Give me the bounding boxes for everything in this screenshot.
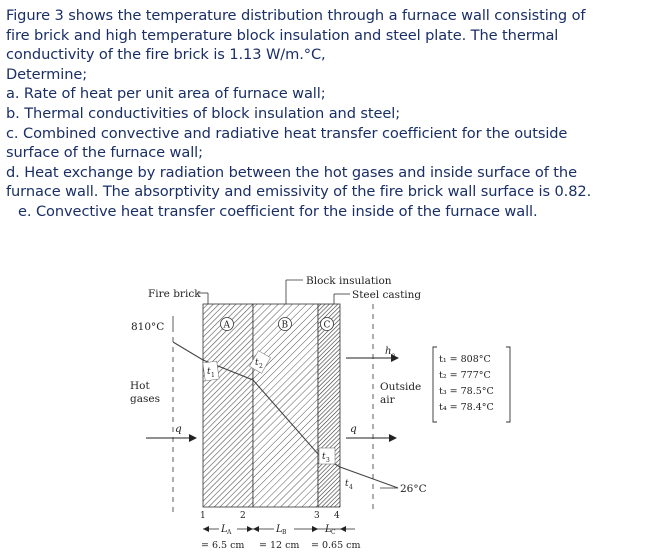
furnace-wall-figure: [108, 262, 528, 555]
legend-right-bracket: [506, 347, 510, 422]
ho-label: h: [385, 346, 392, 357]
problem-line-4: Determine;: [6, 65, 88, 83]
problem-statement: [6, 6, 646, 222]
node-1-label: 1: [200, 511, 206, 521]
t3-label: t: [322, 452, 326, 462]
outside-air-label-line2: air: [380, 394, 395, 406]
block-insulation-layer: [253, 304, 318, 507]
hot-gases-label-line2: gases: [130, 393, 160, 405]
problem-line-2: fire brick and high temperature block insulation and steel plate. The thermal: [6, 26, 559, 44]
legend-t4: t₄ = 78.4°C: [439, 402, 494, 413]
t4-sub: 4: [349, 484, 353, 491]
block-insulation-label: Block insulation: [306, 275, 392, 287]
lc-sub: C: [331, 529, 336, 536]
right-heat-flux-label: q: [350, 423, 357, 435]
fire-brick-layer: [203, 304, 253, 507]
node-3-label: 3: [314, 511, 320, 521]
legend-t2: t₂ = 777°C: [439, 370, 491, 381]
la-label: L: [221, 524, 228, 535]
problem-line-3: conductivity of the fire brick is 1.13 W/m.°C,: [6, 46, 326, 64]
left-heat-flux-label: q: [175, 423, 182, 435]
lb-left-arrow: [253, 526, 259, 532]
la-right-arrow: [247, 526, 253, 532]
t2-label: t: [255, 358, 259, 368]
steel-casting-label: Steel casting: [352, 289, 422, 301]
inside-temperature: 810°C: [131, 321, 165, 333]
problem-line-5: a. Rate of heat per unit area of furnace wall;: [6, 85, 326, 103]
layer-b-letter: B: [281, 320, 289, 331]
node-4-label: 4: [334, 511, 340, 521]
outside-temperature: 26°C: [400, 483, 427, 495]
legend-left-bracket: [433, 347, 437, 422]
lb-dimension-value: = 12 cm: [259, 540, 300, 551]
steel-casting-layer: [318, 304, 340, 507]
t2-sub: 2: [259, 363, 263, 370]
problem-line-1: Figure 3 shows the temperature distribution through a furnace wall consisting of: [6, 7, 586, 24]
lb-label: L: [276, 524, 283, 535]
la-left-arrow: [203, 526, 209, 532]
t1-sub: 1: [211, 372, 215, 379]
layer-a-letter: A: [223, 320, 230, 331]
t4-label: t: [345, 479, 349, 489]
problem-line-10: furnace wall. The absorptivity and emissivity of the fire brick wall surface is 0.82.: [6, 183, 592, 201]
t1-label: t: [207, 367, 211, 377]
legend-t1: t₁ = 808°C: [439, 354, 491, 365]
la-sub: A: [227, 529, 232, 536]
lc-left-arrow: [312, 526, 318, 532]
problem-line-11: e. Convective heat transfer coefficient for the inside of the furnace wall.: [18, 202, 538, 220]
problem-line-9: d. Heat exchange by radiation between the hot gases and inside surface of the: [6, 163, 577, 181]
layer-c-letter: C: [323, 320, 331, 331]
lc-right-arrow: [340, 526, 346, 532]
fire-brick-label: Fire brick: [148, 288, 201, 300]
problem-line-8: surface of the furnace wall;: [6, 144, 203, 162]
legend-t3: t₃ = 78.5°C: [439, 386, 494, 397]
furnace-wall-diagram: [108, 262, 528, 555]
problem-line-7: c. Combined convective and radiative heat transfer coefficient for the outside: [6, 124, 568, 142]
lb-sub: B: [282, 529, 287, 536]
la-dimension-value: = 6.5 cm: [201, 540, 245, 551]
lc-label: L: [325, 524, 332, 535]
lc-dimension-value: = 0.65 cm: [311, 540, 361, 551]
hot-gases-label-line1: Hot: [130, 380, 150, 392]
outside-air-label-line1: Outside: [380, 381, 422, 393]
node-2-label: 2: [240, 511, 246, 521]
t3-sub: 3: [326, 457, 330, 464]
ho-sub: o: [391, 351, 395, 359]
problem-line-6: b. Thermal conductivities of block insulation and steel;: [6, 104, 401, 122]
